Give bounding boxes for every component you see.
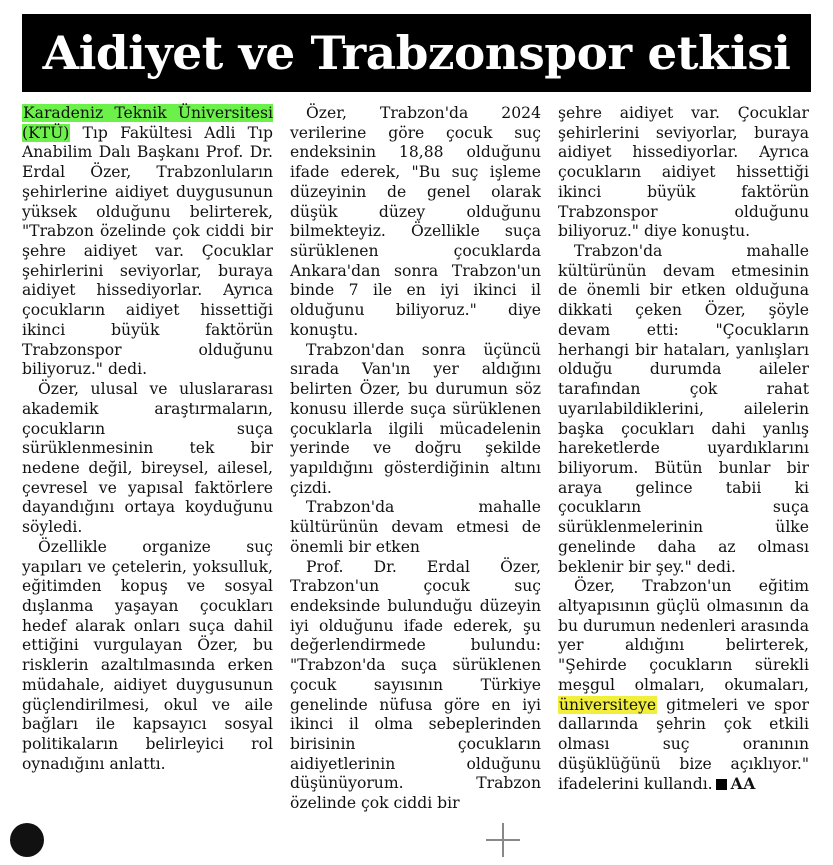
article-paragraph: [290, 498, 541, 557]
article-paragraph: [558, 104, 809, 242]
text-run: Prof. Dr. Erdal Özer, Trabzon'un çocuk suç endeksinde bulunduğu düzeyin iyi olduğunu ifade ederek, şu değerlendirmede bulundu: "Trabzon'da suça sürüklenen çocuk sayısının Türkiye genelinde nüfusa göre en iyi ikinci il olma sebeplerinden birisinin çocukların aidiyetlerinin olduğunu düşünüyorum. Trabzon özelinde çok ciddi bir: [290, 557, 541, 813]
text-run: Özer, Trabzon'da 2024 verilerine göre çocuk suç endeksinin 18,88 olduğunu ifade ederek, "Bu suç işleme düzeyinin de genel olarak düşük düzey olduğunu bilmekteyiz. Özellikle suça sürüklenen çocuklarda Ankara'dan sonra Trabzon'un binde 7 ile en iyi ikinci il olduğunu biliyoruz." diye konuştu.: [290, 104, 541, 339]
page-title: Aidiyet ve Trabzonspor etkisi: [42, 26, 791, 80]
article-paragraph: [558, 242, 809, 577]
headline-banner: [22, 14, 811, 92]
article-paragraph: [22, 104, 273, 380]
agency-credit: AA: [730, 774, 756, 794]
text-run: Trabzon'dan sonra üçüncü sırada Van'ın yer aldığını belirten Özer, bu durumun söz konusu illerde suça sürüklenen çocuklarla ilgili mücadelenin yerinde ve doğru şekilde yapıldığını gösterdiğinin altını çizdi.: [290, 340, 541, 497]
text-run: Trabzon'da mahalle kültürünün devam etmesi de önemli bir etken: [290, 498, 541, 556]
article-paragraph: [558, 577, 809, 795]
article-body: [22, 104, 811, 834]
text-run: şehre aidiyet var. Çocuklar şehirlerini seviyorlar, buraya aidiyet hissediyorlar. Ayrıca çocukların aidiyet hissettiği ikinci büyük faktörün Trabzonspor olduğunu biliyoruz." diye konuştu.: [558, 104, 809, 241]
article-column-1: [22, 104, 273, 834]
article-column-3: [558, 104, 809, 834]
end-of-article-mark: [716, 779, 727, 790]
text-run: gitmeleri ve spor dallarında şehrin çok etkili olması suç oranının düşüklüğünü bize açıklıyor." ifadelerini kullandı.: [558, 695, 809, 794]
registration-dot-mark: [10, 823, 44, 857]
article-column-2: [290, 104, 541, 834]
text-run: Trabzon'da mahalle kültürünün devam etmesinin de önemli bir etken olduğuna dikkati çeken Özer, şöyle devam etti: "Çocukların herhangi bir hataları, yanlışları olduğu durumda aileler tarafından çok rahat uyarılabildiklerini, ailelerin başka çocukları dahi yanlış hareketlerde uyardıklarını biliyorum. Bütün bunlar bir araya gelince tabii ki çocukların suça sürüklenmelerinin ülke genelinde daha az olması beklenir bir şey." dedi.: [558, 242, 809, 576]
highlighted-text: üniversiteye: [559, 695, 657, 714]
page-left-margin: [0, 0, 8, 865]
text-run: Tıp Fakültesi Adli Tıp Anabilim Dalı Başkanı Prof. Dr. Erdal Özer, Trabzonluların şehirlerine aidiyet duygusunun yüksek olduğunu belirterek, "Trabzon özelinde çok ciddi bir şehre aidiyet var. Çocuklar şehirlerini seviyorlar, buraya aidiyet hissediyorlar. Ayrıca çocukların aidiyet hissettiği ikinci büyük faktörün Trabzonspor olduğunu biliyoruz." dedi.: [22, 123, 273, 379]
article-paragraph: [290, 558, 541, 814]
text-run: Özer, Trabzon'un eğitim altyapısının güçlü olmasının da bu durumun nedenleri arasında yer aldığını belirterek, "Şehirde çocukların sürekli meşgul olmaları, okumaları,: [558, 577, 809, 694]
article-paragraph: [290, 341, 541, 499]
article-paragraph: [22, 538, 273, 775]
highlighted-text: Karadeniz Teknik Üniversitesi (KTÜ): [22, 104, 273, 142]
article-paragraph: [22, 380, 273, 538]
article-paragraph: [290, 104, 541, 341]
registration-cross-mark: [486, 823, 520, 857]
text-run: Özer, ulusal ve uluslararası akademik araştırmaların, çocukların suça sürüklenmesinin tek bir nedene değil, bireysel, ailesel, çevresel ve yapısal faktörlere dayandığını ortaya koyduğunu söyledi.: [22, 380, 273, 537]
text-run: Özellikle organize suç yapıları ve çetelerin, yoksulluk, eğitimden kopuş ve sosyal dışlanma yaşayan çocukları hedef alarak onları suça dahil ettiğini vurgulayan Özer, bu risklerin azaltılmasında erken müdahale, aidiyet duygusunun güçlendirilmesi, okul ve aile bağları ile kapsayıcı sosyal politikaların belirleyici rol oynadığını anlattı.: [22, 537, 273, 773]
